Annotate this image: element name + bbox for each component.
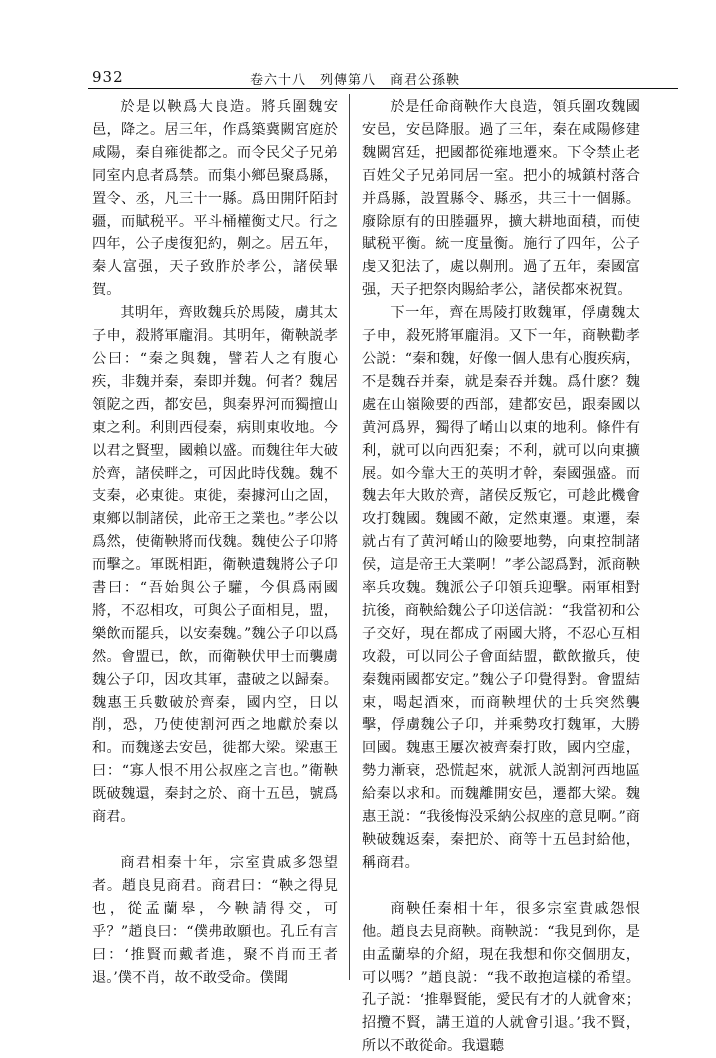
page-number: 932	[92, 68, 124, 86]
page-header	[0, 0, 716, 96]
header-rule	[88, 88, 678, 89]
translation-paragraph: 下一年，齊在馬陵打敗魏軍，俘虜魏太子申，殺死將軍龐涓。又下一年，商鞅勸孝公説：“秦和魏，好像一個人患有心腹疾病，不是魏吞并秦，就是秦吞并魏。爲什麽？魏處在山嶺險要的西部，建都安邑，跟秦國以黄河爲界，獨得了崤山以東的地利。條件有利，就可以向西犯秦；不利，就可以向東擴展。如今靠大王的英明才幹，秦國强盛。而魏去年大敗於齊，諸侯反叛它，可趁此機會攻打魏國。魏國不敵，定然東遷。東遷，秦就占有了黄河崤山的險要地勢，向東控制諸侯，這是帝王大業啊！”孝公認爲對，派商鞅率兵攻魏。魏派公子卬領兵迎擊。兩軍相對抗後，商鞅給魏公子卬送信説：“我當初和公子交好，現在都成了兩國大將，不忍心互相攻殺，可以同公子會面結盟，歡飲撤兵，使秦魏兩國都安定。”魏公子卬覺得對。會盟結束，喝起酒來，而商鞅埋伏的士兵突然襲擊，俘虜魏公子卬，并乘勢攻打魏軍，大勝回國。魏惠王屢次被齊秦打敗，國内空虚，勢力漸衰，恐慌起來，就派人説割河西地區給秦以求和。而魏離開安邑，遷都大梁。魏惠王説：“我後悔没采納公叔座的意見啊。”商鞅破魏返秦，秦把於、商等十五邑封給他，稱商君。	[362, 305, 640, 871]
running-head: 卷六十八 列傳第八 商君公孫鞅	[250, 73, 461, 88]
classical-paragraph: 其明年，齊敗魏兵於馬陵，虜其太子申，殺將軍龐涓。其明年，衛鞅説孝公曰：“秦之與魏，譬若人之有腹心疾，非魏并秦，秦即并魏。何者？魏居領阸之西，都安邑，與秦界河而獨擅山東之利。利則西侵秦，病則東收地。今以君之賢聖，國賴以盛。而魏往年大破於齊，諸侯畔之，可因此時伐魏。魏不支秦，必東徙。東徙，秦據河山之固，東鄉以制諸侯，此帝王之業也。”孝公以爲然，使衛鞅將而伐魏。魏使公子卬將而擊之。軍既相距，衛鞅遺魏將公子卬書曰：“吾始與公子驩，今俱爲兩國將，不忍相攻，可與公子面相見，盟，樂飲而罷兵，以安秦魏。”魏公子卬以爲然。會盟已，飲，而衛鞅伏甲士而襲虜魏公子卬，因攻其軍，盡破之以歸秦。魏惠王兵數破於齊秦，國内空，日以削，恐，乃使使割河西之地獻於秦以和。而魏遂去安邑，徙都大梁。梁惠王曰：“寡人恨不用公叔座之言也。”衛鞅既破魏還，秦封之於、商十五邑，號爲商君。	[92, 305, 338, 826]
classical-paragraph: 於是以鞅爲大良造。將兵圍魏安邑，降之。居三年，作爲築冀闕宮庭於咸陽，秦自雍徙都之。而令民父子兄弟同室内息者爲禁。而集小鄉邑聚爲縣，置令、丞，凡三十一縣。爲田開阡陌封疆，而賦税平。平斗桶權衡丈尺。行之四年，公子虔復犯約，劓之。居五年，秦人富强，天子致胙於孝公，諸侯畢賀。	[92, 99, 338, 299]
translation-paragraph: 於是任命商鞅作大良造，領兵圍攻魏國安邑，安邑降服。過了三年，秦在咸陽修建魏闕宮廷，把國都從雍地遷來。下令禁止老百姓父子兄弟同居一室。把小的城鎮村落合并爲縣，設置縣令、縣丞，共三十一個縣。廢除原有的田塍疆界，擴大耕地面積，而使賦税平衡。統一度量衡。施行了四年，公子虔又犯法了，處以劓刑。過了五年，秦國富强，天子把祭肉賜給孝公，諸侯都來祝賀。	[362, 99, 640, 299]
classical-text-column	[92, 96, 338, 989]
translation-paragraph: 商鞅任秦相十年，很多宗室貴戚怨恨他。趙良去見商鞅。商鞅説：“我見到你，是由孟蘭皋的介紹，現在我想和你交個朋友，可以嗎？”趙良説：“我不敢抱這樣的希望。孔子説：‘推舉賢能，愛民有才的人就會來；招攬不賢，講王道的人就會引退。’我不賢，所以不敢從命。我還聽	[362, 900, 640, 1055]
classical-paragraph: 商君相秦十年，宗室貴戚多怨望者。趙良見商君。商君曰：“鞅之得見也，從孟蘭皋，今鞅請得交，可乎？”趙良曰：“僕弗敢願也。孔丘有言曰：‘推賢而戴者進，聚不肖而王者退。’僕不肖，故不敢受命。僕聞	[92, 855, 338, 986]
translation-text-column	[362, 96, 640, 1058]
column-divider	[349, 94, 350, 980]
